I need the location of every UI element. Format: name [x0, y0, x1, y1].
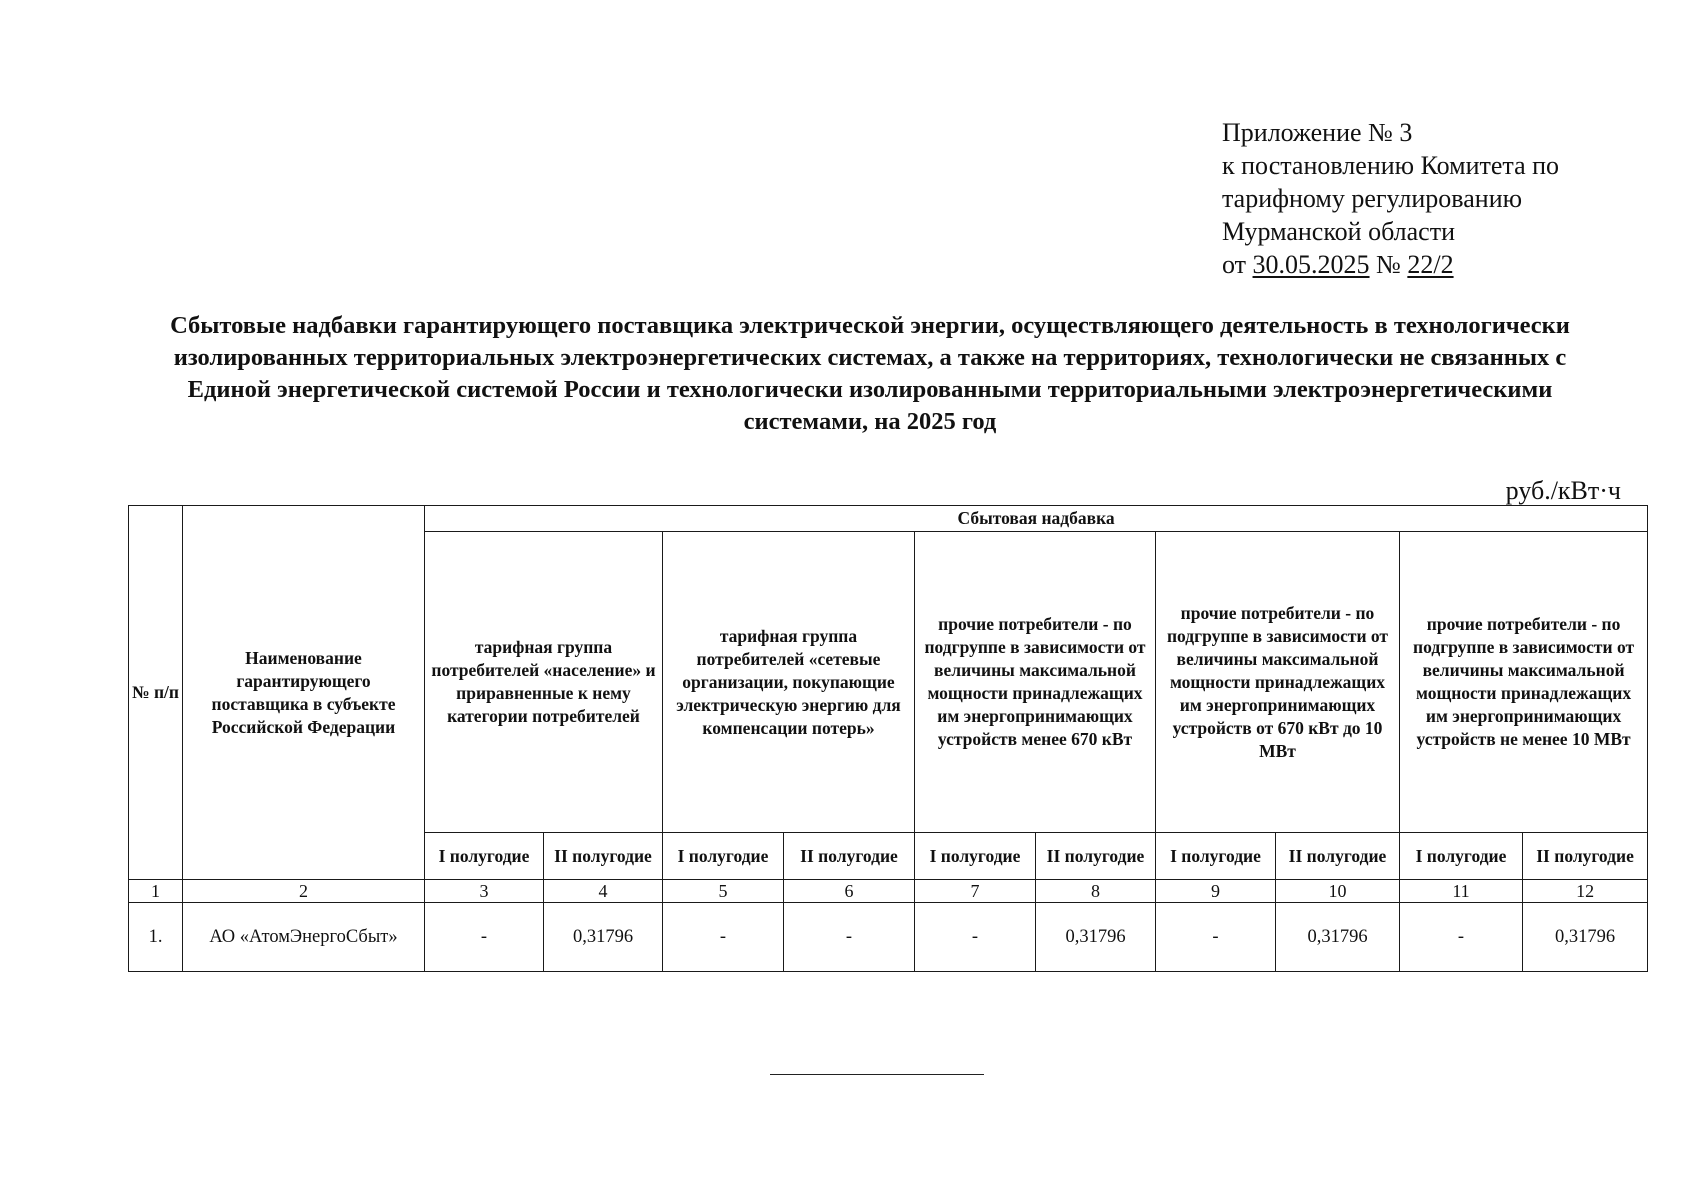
markup-value: -: [663, 903, 784, 972]
group-header-population: тарифная группа потребителей «население» и приравненные к нему категории потребителей: [425, 532, 663, 833]
markup-value: 0,31796: [544, 903, 663, 972]
number-sign: №: [1376, 250, 1401, 279]
group-header-other-over-10mw: прочие потребители - по подгруппе в зависимости от величины максимальной мощности принадлежащих им энергопринимающих устройств не менее 10 МВт: [1400, 532, 1648, 833]
column-number: 9: [1156, 880, 1276, 903]
column-number: 4: [544, 880, 663, 903]
half-year-header: II полугодие: [1036, 833, 1156, 880]
markup-value: 0,31796: [1523, 903, 1648, 972]
col-header-supplier-name: Наименование гарантирующего поставщика в субъекте Российской Федерации: [183, 506, 425, 880]
supplier-name: АО «АтомЭнергоСбыт»: [183, 903, 425, 972]
date-prefix: от: [1222, 250, 1247, 279]
half-year-header: I полугодие: [1400, 833, 1523, 880]
resolution-date: 30.05.2025: [1252, 250, 1370, 279]
half-year-header: I полугодие: [425, 833, 544, 880]
appendix-line-region: Мурманской области: [1222, 217, 1455, 246]
column-number: 5: [663, 880, 784, 903]
appendix-line-resolution: к постановлению Комитета по: [1222, 151, 1560, 180]
markup-value: -: [1400, 903, 1523, 972]
half-year-header: II полугодие: [544, 833, 663, 880]
appendix-title: Приложение № 3: [1222, 118, 1413, 147]
col-header-number: № п/п: [129, 506, 183, 880]
markup-table: [128, 505, 1648, 972]
markup-value: -: [1156, 903, 1276, 972]
footer-divider: [770, 1074, 984, 1075]
markup-value: 0,31796: [1036, 903, 1156, 972]
markup-value: -: [425, 903, 544, 972]
appendix-line-committee: тарифному регулированию: [1222, 184, 1523, 213]
column-number: 3: [425, 880, 544, 903]
column-number-row: [129, 880, 1648, 903]
table-row: [129, 903, 1648, 972]
appendix-block: [1222, 116, 1559, 281]
markup-value: -: [915, 903, 1036, 972]
column-number: 6: [784, 880, 915, 903]
column-number: 1: [129, 880, 183, 903]
half-year-header: I полугодие: [915, 833, 1036, 880]
group-header-other-under-670kw: прочие потребители - по подгруппе в зависимости от величины максимальной мощности принадлежащих им энергопринимающих устройств менее 670 кВт: [915, 532, 1156, 833]
column-number: 7: [915, 880, 1036, 903]
group-header-other-670kw-10mw: прочие потребители - по подгруппе в зависимости от величины максимальной мощности принадлежащих им энергопринимающих устройств от 670 кВт до 10 МВт: [1156, 532, 1400, 833]
column-number: 8: [1036, 880, 1156, 903]
row-number: 1.: [129, 903, 183, 972]
resolution-number: 22/2: [1407, 250, 1454, 279]
appendix-date-line: [1222, 248, 1559, 281]
half-year-header: II полугодие: [1276, 833, 1400, 880]
half-year-header: II полугодие: [784, 833, 915, 880]
col-header-sales-markup: Сбытовая надбавка: [425, 506, 1648, 532]
half-year-header: I полугодие: [663, 833, 784, 880]
markup-value: -: [784, 903, 915, 972]
half-year-header: I полугодие: [1156, 833, 1276, 880]
unit-label: руб./кВт·ч: [1505, 476, 1621, 505]
column-number: 2: [183, 880, 425, 903]
column-number: 11: [1400, 880, 1523, 903]
column-number: 12: [1523, 880, 1648, 903]
document-title: Сбытовые надбавки гарантирующего поставщика электрической энергии, осуществляющего деятельность в технологически изолированных территориальных электроэнергетических системах, а также на территориях, технологически не связанных с Единой энергетической системой России и технологически изолированными территориальными электроэнергетическими системами, на 2025 год: [170, 312, 1570, 435]
markup-value: 0,31796: [1276, 903, 1400, 972]
group-header-network-organizations: тарифная группа потребителей «сетевые организации, покупающие электрическую энергию для компенсации потерь»: [663, 532, 915, 833]
column-number: 10: [1276, 880, 1400, 903]
half-year-header: II полугодие: [1523, 833, 1648, 880]
